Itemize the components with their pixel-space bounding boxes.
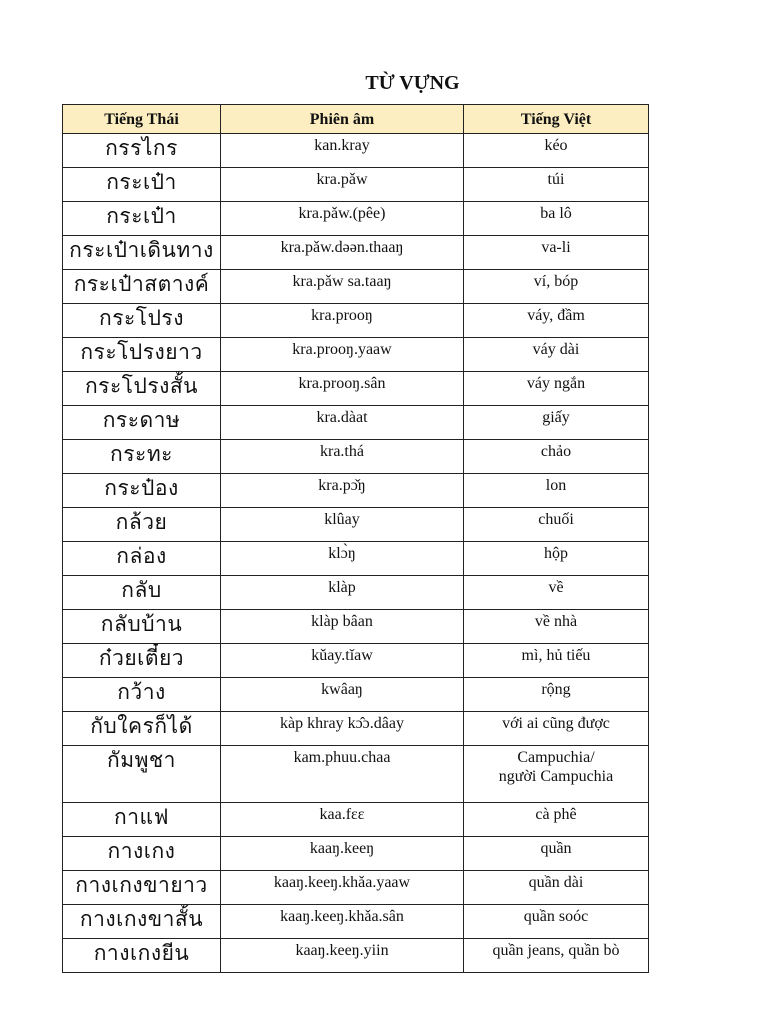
cell-thai: กว้าง xyxy=(63,678,221,712)
cell-vietnamese: chảo xyxy=(464,440,649,474)
cell-vietnamese: túi xyxy=(464,168,649,202)
table-row xyxy=(63,304,649,338)
cell-phonetic: klûay xyxy=(221,508,464,542)
cell-vietnamese: quần dài xyxy=(464,871,649,905)
cell-phonetic: kra.pǎw.dəən.thaaŋ xyxy=(221,236,464,270)
cell-phonetic: kaaŋ.keeŋ xyxy=(221,837,464,871)
cell-phonetic: kra.prooŋ.sân xyxy=(221,372,464,406)
cell-thai: กลับบ้าน xyxy=(63,610,221,644)
cell-phonetic: klàp xyxy=(221,576,464,610)
table-row xyxy=(63,837,649,871)
table-row xyxy=(63,871,649,905)
cell-thai: กระป๋อง xyxy=(63,474,221,508)
cell-thai: กางเกงยีน xyxy=(63,939,221,973)
table-row xyxy=(63,372,649,406)
cell-thai: กระเป๋า xyxy=(63,168,221,202)
cell-phonetic: kra.prooŋ.yaaw xyxy=(221,338,464,372)
cell-vietnamese: váy ngắn xyxy=(464,372,649,406)
table-row xyxy=(63,236,649,270)
table-body xyxy=(63,134,649,973)
cell-vietnamese: rộng xyxy=(464,678,649,712)
cell-phonetic: kan.kray xyxy=(221,134,464,168)
cell-vietnamese: hộp xyxy=(464,542,649,576)
table-header-row xyxy=(63,105,649,134)
cell-phonetic: kra.pǎw xyxy=(221,168,464,202)
cell-phonetic: kra.prooŋ xyxy=(221,304,464,338)
table-row xyxy=(63,406,649,440)
cell-vietnamese: ví, bóp xyxy=(464,270,649,304)
cell-thai: กาแฟ xyxy=(63,803,221,837)
cell-thai: กระเป๋าสตางค์ xyxy=(63,270,221,304)
cell-phonetic: kra.pǎw.(pêe) xyxy=(221,202,464,236)
cell-vietnamese: quần xyxy=(464,837,649,871)
cell-vietnamese: ba lô xyxy=(464,202,649,236)
cell-thai: ก๋วยเตี๋ยว xyxy=(63,644,221,678)
table-row xyxy=(63,508,649,542)
table-row xyxy=(63,644,649,678)
cell-vietnamese: váy dài xyxy=(464,338,649,372)
table-row xyxy=(63,905,649,939)
cell-phonetic: kǔay.tǐaw xyxy=(221,644,464,678)
cell-phonetic: kaaŋ.keeŋ.khǎa.yaaw xyxy=(221,871,464,905)
cell-thai: กางเกงขาสั้น xyxy=(63,905,221,939)
cell-thai: กลับ xyxy=(63,576,221,610)
header-thai: Tiếng Thái xyxy=(63,105,221,134)
cell-vietnamese: váy, đầm xyxy=(464,304,649,338)
cell-thai: กัมพูชา xyxy=(63,746,221,803)
cell-thai: กางเกงขายาว xyxy=(63,871,221,905)
table-row xyxy=(63,134,649,168)
table-row xyxy=(63,803,649,837)
cell-vietnamese: Campuchia/ người Campuchia xyxy=(464,746,649,803)
cell-thai: กระดาษ xyxy=(63,406,221,440)
cell-vietnamese: mì, hủ tiếu xyxy=(464,644,649,678)
cell-vietnamese: kéo xyxy=(464,134,649,168)
cell-vietnamese: về nhà xyxy=(464,610,649,644)
table-row xyxy=(63,474,649,508)
cell-phonetic: klɔ̀ŋ xyxy=(221,542,464,576)
table-row xyxy=(63,610,649,644)
header-phonetic: Phiên âm xyxy=(221,105,464,134)
cell-vietnamese: cà phê xyxy=(464,803,649,837)
cell-phonetic: kàp khray kɔ̂ɔ.dâay xyxy=(221,712,464,746)
table-row xyxy=(63,939,649,973)
cell-phonetic: kra.pɔ̌ŋ xyxy=(221,474,464,508)
cell-phonetic: kaaŋ.keeŋ.khǎa.sân xyxy=(221,905,464,939)
table-row xyxy=(63,338,649,372)
cell-thai: กระทะ xyxy=(63,440,221,474)
cell-vietnamese: lon xyxy=(464,474,649,508)
cell-vietnamese: về xyxy=(464,576,649,610)
table-row xyxy=(63,168,649,202)
cell-vietnamese: chuối xyxy=(464,508,649,542)
table-row xyxy=(63,202,649,236)
vocabulary-table xyxy=(62,104,649,973)
cell-thai: กระโปรง xyxy=(63,304,221,338)
cell-vietnamese: với ai cũng được xyxy=(464,712,649,746)
table-row xyxy=(63,270,649,304)
cell-thai: กระเป๋า xyxy=(63,202,221,236)
cell-thai: กางเกง xyxy=(63,837,221,871)
cell-thai: กล่อง xyxy=(63,542,221,576)
cell-phonetic: kam.phuu.chaa xyxy=(221,746,464,803)
cell-phonetic: kaaŋ.keeŋ.yiin xyxy=(221,939,464,973)
table-row xyxy=(63,678,649,712)
cell-vietnamese: va-li xyxy=(464,236,649,270)
cell-thai: กระโปรงยาว xyxy=(63,338,221,372)
cell-phonetic: kra.dàat xyxy=(221,406,464,440)
cell-thai: กับใครก็ได้ xyxy=(63,712,221,746)
cell-thai: กรรไกร xyxy=(63,134,221,168)
table-row xyxy=(63,712,649,746)
cell-phonetic: kra.thá xyxy=(221,440,464,474)
cell-vietnamese: giấy xyxy=(464,406,649,440)
cell-phonetic: kra.pǎw sa.taaŋ xyxy=(221,270,464,304)
cell-phonetic: klàp bâan xyxy=(221,610,464,644)
table-row xyxy=(63,746,649,803)
cell-thai: กระเป๋าเดินทาง xyxy=(63,236,221,270)
cell-phonetic: kwâaŋ xyxy=(221,678,464,712)
page-title: TỪ VỰNG xyxy=(365,72,460,94)
table-row xyxy=(63,440,649,474)
table-row xyxy=(63,542,649,576)
header-vietnamese: Tiếng Việt xyxy=(464,105,649,134)
cell-phonetic: kaa.fɛɛ xyxy=(221,803,464,837)
cell-vietnamese: quần jeans, quần bò xyxy=(464,939,649,973)
cell-vietnamese: quần soóc xyxy=(464,905,649,939)
cell-thai: กล้วย xyxy=(63,508,221,542)
table-row xyxy=(63,576,649,610)
cell-thai: กระโปรงสั้น xyxy=(63,372,221,406)
